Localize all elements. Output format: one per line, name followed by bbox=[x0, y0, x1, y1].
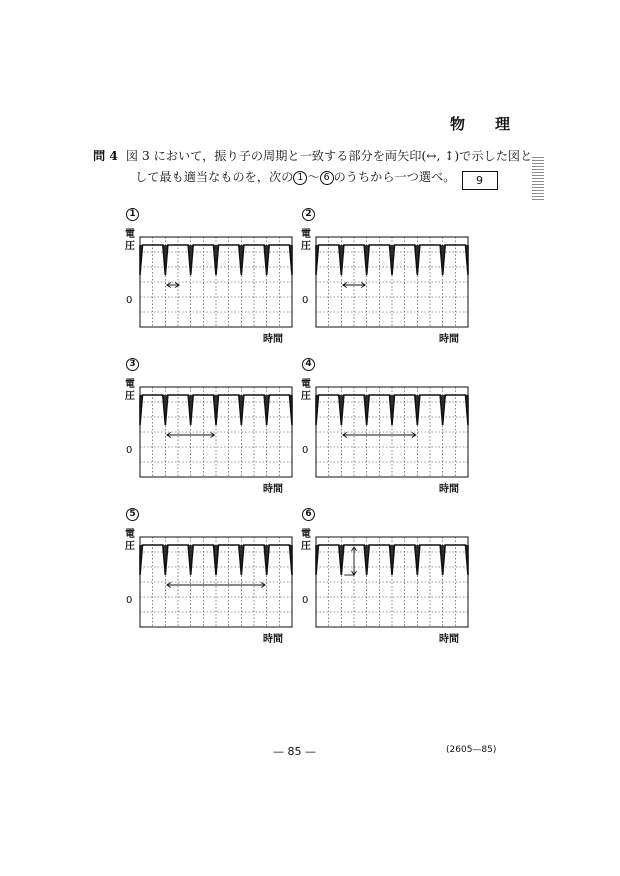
figure-option-2 bbox=[301, 209, 474, 345]
option-number: 2 bbox=[302, 208, 315, 221]
option-number: 1 bbox=[126, 208, 139, 221]
choice-first-marker: 1 bbox=[293, 171, 307, 185]
zero-label: 0 bbox=[126, 595, 133, 606]
exam-code: (2605—85) bbox=[446, 745, 497, 755]
zero-label: 0 bbox=[126, 295, 133, 306]
voltage-signal-trace bbox=[316, 395, 468, 425]
choice-separator: 〜 bbox=[307, 170, 320, 184]
voltage-axis-label: 電圧 bbox=[125, 529, 135, 552]
oscilloscope-graph bbox=[128, 360, 298, 482]
figure-option-1 bbox=[125, 209, 298, 345]
option-number: 3 bbox=[126, 358, 139, 371]
voltage-axis-label: 電圧 bbox=[125, 379, 135, 402]
figure-option-4 bbox=[301, 359, 474, 495]
answer-box[interactable]: 9 bbox=[462, 171, 498, 190]
option-number: 5 bbox=[126, 508, 139, 521]
oscilloscope-graph bbox=[304, 510, 474, 632]
voltage-axis-label: 電圧 bbox=[301, 529, 311, 552]
question-number: 問 4 bbox=[93, 149, 118, 163]
time-axis-label: 時間 bbox=[439, 334, 459, 345]
question-line-2 bbox=[135, 168, 498, 190]
figure-option-3 bbox=[125, 359, 298, 495]
oscilloscope-graph bbox=[304, 210, 474, 332]
time-axis-label: 時間 bbox=[263, 634, 283, 645]
question-text-2b: のうちから一つ選べ。 bbox=[333, 170, 456, 184]
subject-title: 物 理 bbox=[450, 115, 518, 133]
zero-label: 0 bbox=[302, 445, 309, 456]
voltage-axis-label: 電圧 bbox=[301, 229, 311, 252]
oscilloscope-graph bbox=[128, 210, 298, 332]
voltage-signal-trace bbox=[140, 245, 292, 275]
margin-binding-mark bbox=[532, 156, 544, 200]
figure-option-5 bbox=[125, 509, 298, 645]
voltage-axis-label: 電圧 bbox=[301, 379, 311, 402]
question-text-1: 図 3 において，振り子の周期と一致する部分を両矢印(↔, ↕)で示した図と bbox=[125, 149, 533, 163]
figure-option-6 bbox=[301, 509, 474, 645]
option-number: 4 bbox=[302, 358, 315, 371]
time-axis-label: 時間 bbox=[439, 484, 459, 495]
page-number: — 85 — bbox=[273, 745, 316, 758]
voltage-axis-label: 電圧 bbox=[125, 229, 135, 252]
oscilloscope-graph bbox=[304, 360, 474, 482]
zero-label: 0 bbox=[126, 445, 133, 456]
voltage-signal-trace bbox=[140, 395, 292, 425]
time-axis-label: 時間 bbox=[263, 484, 283, 495]
zero-label: 0 bbox=[302, 595, 309, 606]
time-axis-label: 時間 bbox=[263, 334, 283, 345]
choice-last-marker: 6 bbox=[320, 171, 334, 185]
question-text-2a: して最も適当なものを，次の bbox=[135, 170, 294, 184]
voltage-signal-trace bbox=[140, 545, 292, 575]
zero-label: 0 bbox=[302, 295, 309, 306]
question-line-1 bbox=[93, 147, 532, 164]
voltage-signal-trace bbox=[316, 545, 468, 575]
option-number: 6 bbox=[302, 508, 315, 521]
voltage-signal-trace bbox=[316, 245, 468, 275]
time-axis-label: 時間 bbox=[439, 634, 459, 645]
oscilloscope-graph bbox=[128, 510, 298, 632]
